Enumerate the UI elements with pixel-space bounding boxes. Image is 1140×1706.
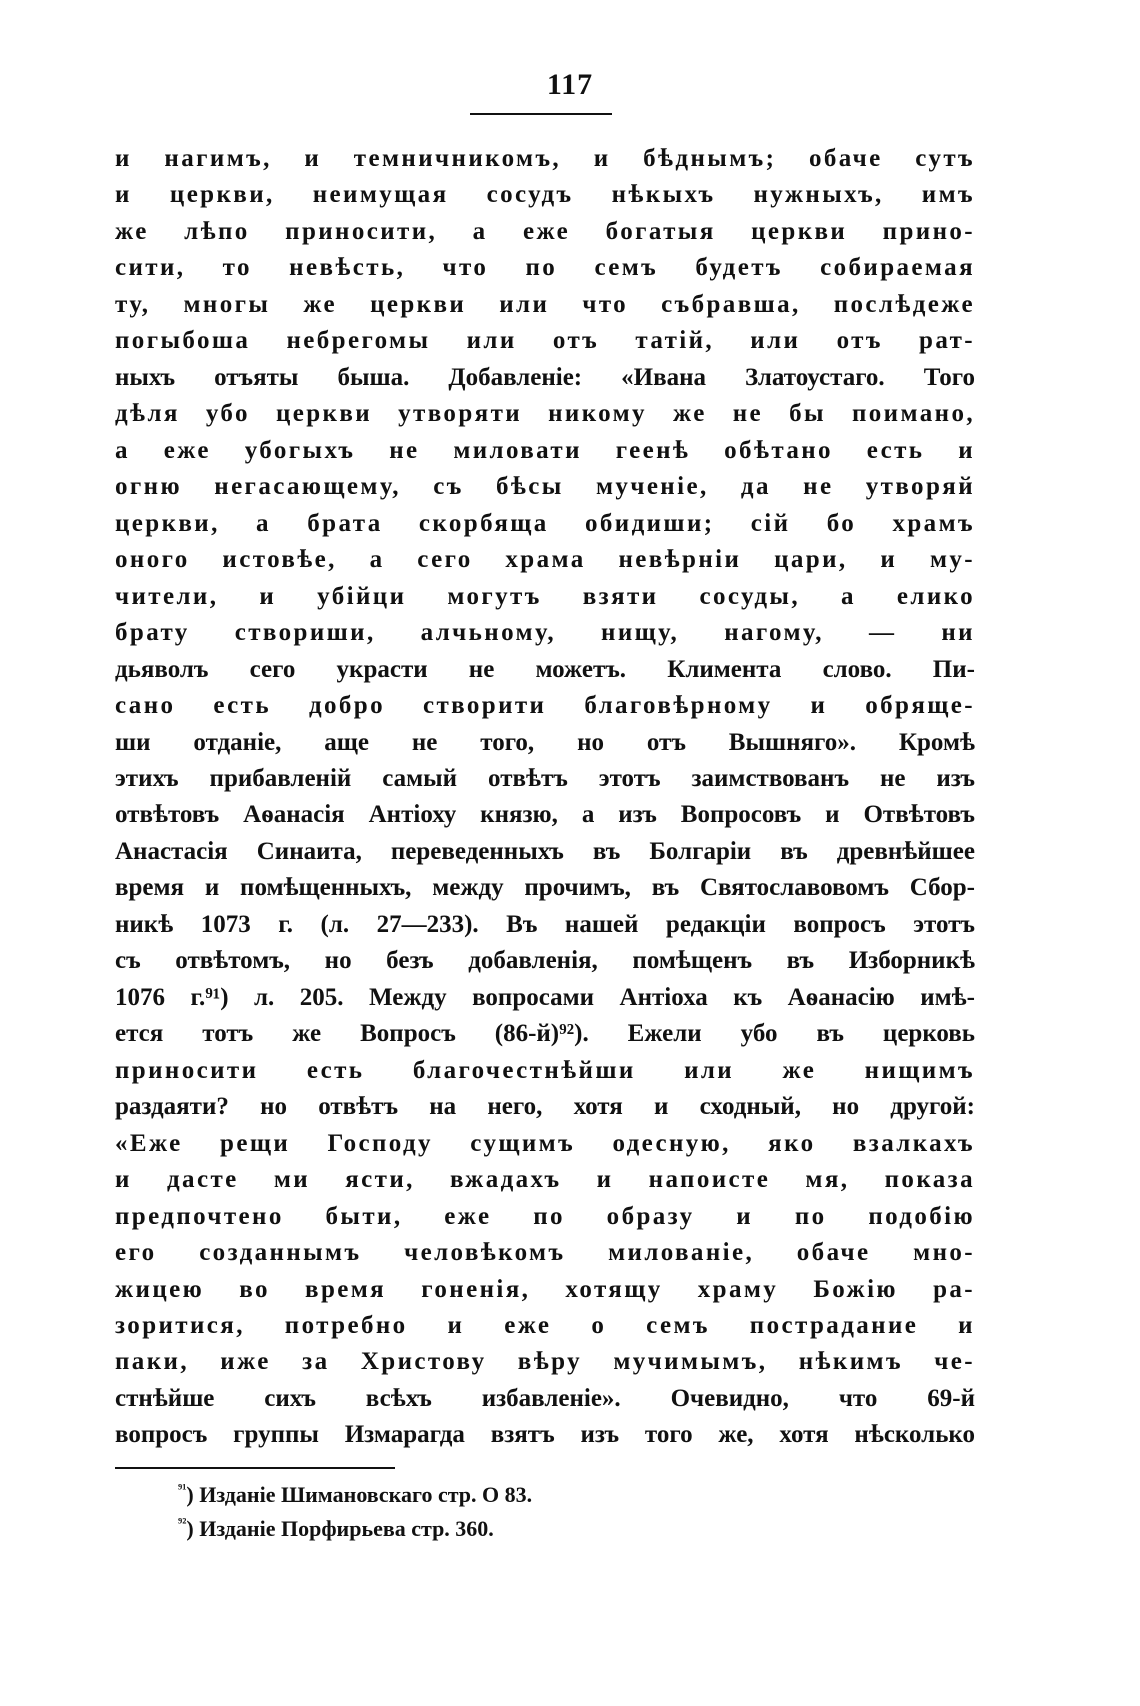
text-line: дьяволъ сего украсти не можетъ. Климента слово. Пи-	[115, 655, 975, 683]
footnotes	[178, 1478, 532, 1546]
footnote-mark: ⁹¹	[178, 1482, 187, 1498]
footnote	[178, 1512, 532, 1546]
text-line: чители, и убійци могутъ взяти сосуды, а елико	[115, 582, 975, 610]
text-line: зоритися, потребно и еже о семъ пострадание и	[115, 1312, 975, 1339]
text-line: этихъ прибавленій самый отвѣтъ этотъ заимствованъ не изъ	[115, 764, 975, 792]
text-line: приносити есть благочестнѣйши или же нищимъ	[115, 1056, 975, 1084]
footnote-text: ) Изданіе Шимановскаго стр. О 83.	[186, 1482, 533, 1507]
text-line: сано есть добро створити благовѣрному и обряще-	[115, 692, 975, 720]
body-text	[115, 141, 975, 1454]
text-line: никѣ 1073 г. (л. 27—233). Въ нашей редакціи вопросъ этотъ	[115, 910, 975, 938]
text-line: раздаяти? но отвѣтъ на него, хотя и сходный, но другой:	[115, 1093, 975, 1121]
text-line: оного истовѣе, а сего храма невѣрніи цари, и му-	[115, 546, 975, 574]
footnote-text: ) Изданіе Порфирьева стр. 360.	[186, 1516, 494, 1541]
text-line: и церкви, неимущая сосудъ нѣкыхъ нужныхъ, имъ	[115, 181, 975, 209]
text-line: жицею во время гоненія, хотящу храму Божію ра-	[115, 1275, 975, 1303]
text-line: ши отданіе, аще не того, но отъ Вышняго». Кромѣ	[115, 728, 975, 756]
text-line: Анастасія Синаита, переведенныхъ въ Болгаріи въ древнѣйшее	[115, 837, 975, 865]
text-line: ту, многы же церкви или что събравша, послѣдеже	[115, 290, 975, 318]
text-line: брату створиши, алчьному, нищу, нагому, — ни	[115, 619, 975, 647]
footnote	[178, 1478, 532, 1512]
page-number-rule	[470, 113, 612, 115]
text-line: время и помѣщенныхъ, между прочимъ, въ Святославовомъ Сбор-	[115, 874, 975, 902]
page-number: 117	[546, 68, 594, 101]
text-line: огню негасающему, съ бѣсы мученіе, да не утворяй	[115, 473, 975, 501]
text-line: отвѣтовъ Аѳанасія Антіоху князю, а изъ Вопросовъ и Отвѣтовъ	[115, 801, 975, 829]
text-line: ется тотъ же Вопросъ (86-й)⁹²). Ежели убо въ церковь	[115, 1020, 975, 1048]
text-line: 1076 г.⁹¹) л. 205. Между вопросами Антіоха къ Аѳанасію имѣ-	[115, 983, 975, 1011]
text-line: съ отвѣтомъ, но безъ добавленія, помѣщенъ въ Изборникѣ	[115, 947, 975, 975]
text-line: же лѣпо приносити, а еже богатыя церкви прино-	[115, 217, 975, 245]
text-line: а еже убогыхъ не миловати геенѣ обѣтано есть и	[115, 436, 975, 464]
text-line: ныхъ отъяты быша. Добавленіе: «Ивана Златоустаго. Того	[115, 363, 975, 391]
text-line: стнѣйше сихъ всѣхъ избавленіе». Очевидно, что 69-й	[115, 1384, 975, 1412]
text-line: предпочтено быти, еже по образу и по подобію	[115, 1202, 975, 1230]
text-line: и нагимъ, и темничникомъ, и бѣднымъ; обаче сутъ	[115, 145, 975, 172]
text-line: дѣля убо церкви утворяти никому же не бы поимано,	[115, 400, 975, 428]
text-line: церкви, а брата скорбяща обидиши; сій бо храмъ	[115, 509, 975, 537]
text-line: сити, то невѣсть, что по семъ будетъ собираемая	[115, 254, 975, 282]
text-line: и дасте ми ясти, вжадахъ и напоисте мя, показа	[115, 1166, 975, 1194]
text-line: паки, иже за Христову вѣру мучимымъ, нѣкимъ че-	[115, 1348, 975, 1376]
text-line: его созданнымъ человѣкомъ милованіе, обаче мно-	[115, 1239, 975, 1267]
text-line: погыбоша небрегомы или отъ татій, или отъ рат-	[115, 327, 975, 355]
text-line: «Еже рещи Господу сущимъ одесную, яко взалкахъ	[115, 1129, 975, 1157]
footnote-divider	[115, 1467, 395, 1469]
text-line: вопросъ группы Измарагда взятъ изъ того же, хотя нѣсколько	[115, 1421, 975, 1449]
footnote-mark: ⁹²	[178, 1516, 187, 1532]
